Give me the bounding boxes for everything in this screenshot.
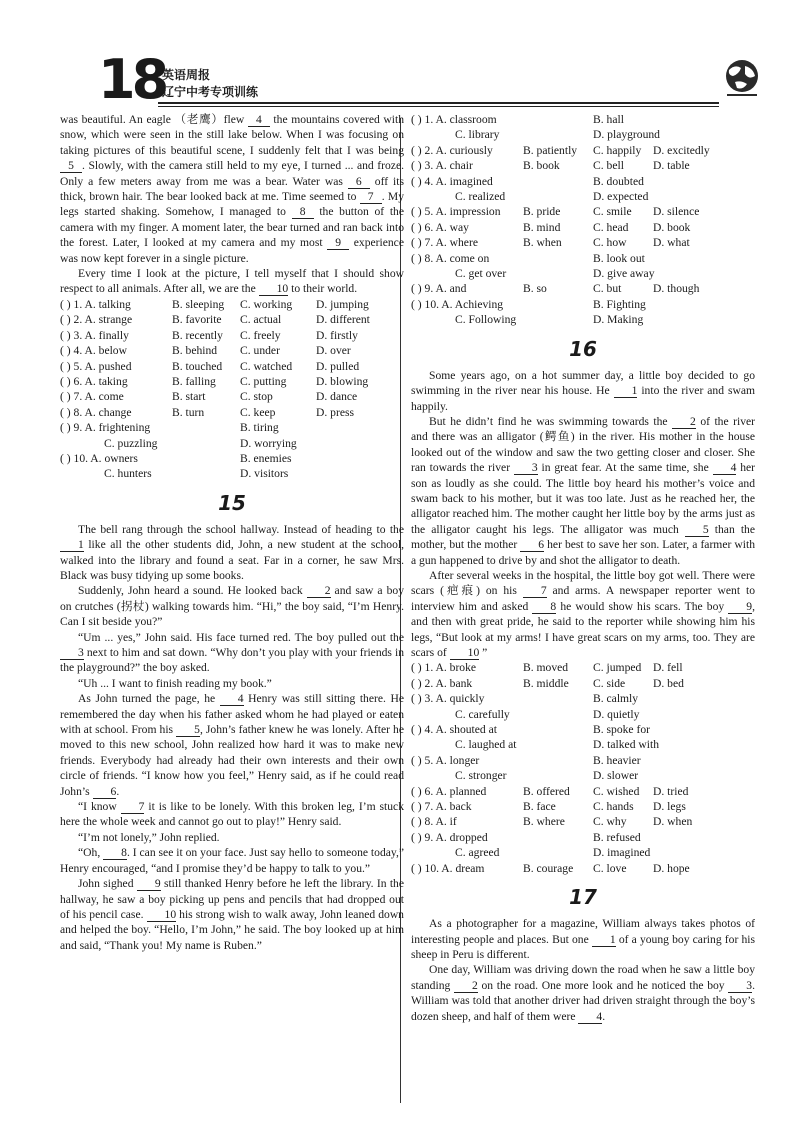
answer-option: D. book bbox=[653, 220, 691, 234]
answer-option: B. middle bbox=[523, 676, 569, 690]
question-number bbox=[411, 737, 455, 752]
answer-option: D. worrying bbox=[240, 436, 297, 450]
blank-number: 1 bbox=[60, 539, 84, 552]
question-number: ( ) 6. A. planned bbox=[411, 784, 487, 798]
answer-option: C. realized bbox=[455, 190, 506, 204]
section-title-17: 17 bbox=[569, 885, 597, 910]
question-number: ( ) 2. A. curiously bbox=[411, 143, 493, 157]
passage-text: it is like to be lonely. With this broken leg, I’m stuck here the whole week and cannot go out to play!” Henry said. bbox=[60, 800, 404, 829]
passage-text: off its thick, brown hair. The bear looked back at me. Time seemed to bbox=[60, 174, 404, 204]
blank-number: 10 bbox=[450, 647, 480, 660]
passage-text: Every time I look at the picture, I tell myself that I should show respect to all animals. After all, we are the bbox=[60, 267, 404, 296]
answer-option: B. offered bbox=[523, 784, 570, 798]
left-column bbox=[60, 112, 404, 953]
paragraph bbox=[60, 691, 404, 799]
passage-text: John sighed bbox=[78, 877, 137, 891]
answer-option: B. start bbox=[172, 390, 206, 404]
passage-text: in great fear. At the same time, she bbox=[537, 461, 713, 475]
passage-text: like all the other students did, John, a new student at the school, walked into the library and found a seat. Far in a corner, he saw Mrs. Black was busy tidying up some books. bbox=[60, 538, 404, 582]
section-title-16: 16 bbox=[569, 336, 597, 361]
answer-option: C. happily bbox=[593, 143, 642, 157]
blank-number: 9 bbox=[728, 601, 752, 614]
passage-15-options bbox=[411, 112, 755, 328]
question-number bbox=[411, 845, 455, 860]
answer-option: D. table bbox=[653, 159, 690, 173]
passage-14-paragraph bbox=[60, 112, 404, 266]
question-number: ( ) 3. A. chair bbox=[411, 159, 473, 173]
answer-option: C. but bbox=[593, 282, 622, 296]
blank-number: 4 bbox=[578, 1011, 602, 1024]
blank-number: 1 bbox=[592, 934, 616, 947]
passage-text: into the river and swam happily. bbox=[411, 384, 755, 413]
answer-option: B. heavier bbox=[593, 753, 641, 767]
passage-text: “I’m not lonely,” John replied. bbox=[78, 830, 220, 844]
answer-option: B. hall bbox=[593, 113, 624, 126]
passage-text: , John’s father knew he was lonely. After he moved to this new school, John realized how hard it was to make new friends. Everybody had already had their own interests and their own circle of friends. “I know how you feel,” Henry said, as if he could read John’s bbox=[60, 723, 404, 798]
answer-option: B. book bbox=[523, 159, 560, 173]
question-number: ( ) 9. A. dropped bbox=[411, 830, 488, 844]
paragraph bbox=[411, 916, 755, 962]
passage-text: , and then with great pride, he said to the reporter while showing him his legs, “But look at my arms! I have great scars on my arms, too. They are scars of bbox=[411, 599, 755, 659]
question-number bbox=[411, 312, 455, 327]
answer-option: D. imagined bbox=[593, 846, 651, 860]
answer-option: D. over bbox=[316, 344, 351, 358]
question-number: ( ) 6. A. way bbox=[411, 220, 469, 234]
question-number bbox=[411, 266, 455, 281]
blank-number: 6 bbox=[93, 786, 117, 799]
answer-option: B. falling bbox=[172, 374, 216, 388]
answer-option: C. side bbox=[593, 676, 626, 690]
answer-option: C. how bbox=[593, 236, 627, 250]
answer-option: D. talked with bbox=[593, 738, 660, 752]
answer-option: C. under bbox=[240, 344, 280, 358]
answer-option: D. excitedly bbox=[653, 143, 710, 157]
answer-option: B. sleeping bbox=[172, 297, 225, 311]
answer-option: C. bell bbox=[593, 159, 624, 173]
passage-15 bbox=[60, 522, 404, 953]
answer-option: B. spoke for bbox=[593, 723, 650, 737]
answer-option: C. working bbox=[240, 297, 293, 311]
passage-text: But he didn’t find he was swimming towards the bbox=[429, 414, 673, 428]
answer-option: C. hunters bbox=[104, 467, 152, 481]
passage-text: Henry was still sitting there. He remembered the day when his father asked whom he had played or eaten with at school. From his bbox=[60, 692, 405, 737]
header-rule-thin bbox=[158, 106, 719, 107]
answer-option: C. puzzling bbox=[104, 436, 158, 450]
passage-text: his strong wish to walk away, John leaned down and helped the boy. “Hello, I’m John,” he said. The boy looked up at him and said, “Thank you! My name is Ruben.” bbox=[60, 907, 404, 952]
passage-text: As John turned the page, he bbox=[78, 692, 220, 706]
paragraph bbox=[60, 522, 404, 584]
answer-option: D. silence bbox=[653, 205, 700, 219]
passage-text: The bell rang through the school hallway. Instead of heading to the bbox=[78, 522, 404, 536]
answer-option: C. keep bbox=[240, 405, 276, 419]
answer-option: D. legs bbox=[653, 800, 686, 814]
passage-text: “Oh, bbox=[78, 846, 104, 860]
question-number: ( ) 2. A. strange bbox=[60, 313, 133, 327]
passage-text: of the river and there was an alligator (鳄鱼) in the river. His mother in the house looked out of the window and saw the two getting closer and closer. She ran towards the river bbox=[411, 414, 755, 475]
question-number: ( ) 7. A. back bbox=[411, 800, 472, 814]
answer-option: C. jumped bbox=[593, 661, 642, 675]
passage-text: One day, William was driving down the road when he saw a little boy standing bbox=[411, 963, 755, 992]
passage-text: . My legs started shaking. Somehow, I managed to bbox=[60, 190, 404, 219]
passage-17 bbox=[411, 916, 755, 1024]
blank-number: 7 bbox=[523, 585, 547, 598]
blank-number: 2 bbox=[454, 980, 478, 993]
answer-option: D. quietly bbox=[593, 707, 640, 721]
answer-option: B. calmly bbox=[593, 692, 639, 706]
answer-option: B. courage bbox=[523, 861, 574, 875]
paragraph bbox=[60, 583, 404, 629]
paragraph bbox=[411, 368, 755, 414]
answer-option: C. get over bbox=[455, 267, 507, 281]
answer-option: B. patiently bbox=[523, 143, 578, 157]
answer-option: B. refused bbox=[593, 830, 641, 844]
answer-option: B. so bbox=[523, 282, 547, 296]
answer-option: C. stop bbox=[240, 390, 273, 404]
blank-number: 9 bbox=[327, 237, 349, 250]
blank-number: 5 bbox=[176, 724, 200, 737]
passage-text: . Slowly, with the camera still held to my eye, I turned ... and froze. Only a few meters away from me was a bear. Water was bbox=[60, 159, 404, 188]
question-number: ( ) 4. A. shouted at bbox=[411, 723, 497, 737]
question-number: ( ) 8. A. change bbox=[60, 405, 132, 419]
passage-text: . William was told that another driver had driven straight through the boy’s dozen sheep, and half of them were bbox=[411, 978, 755, 1023]
paragraph bbox=[60, 845, 404, 876]
answer-option: D. Making bbox=[593, 313, 644, 327]
newspaper-brand: 英语周报 bbox=[162, 68, 211, 82]
blank-number: 4 bbox=[248, 114, 270, 127]
passage-16 bbox=[411, 368, 755, 661]
answer-option: B. where bbox=[523, 815, 565, 829]
globe-emblem-icon bbox=[719, 56, 765, 102]
question-number: ( ) 6. A. taking bbox=[60, 374, 128, 388]
question-number: ( ) 5. A. pushed bbox=[60, 359, 132, 373]
question-number: ( ) 1. A. broke bbox=[411, 661, 477, 675]
answer-option: C. head bbox=[593, 220, 629, 234]
answer-option: D. press bbox=[316, 405, 354, 419]
blank-number: 7 bbox=[360, 191, 382, 204]
question-number bbox=[411, 768, 455, 783]
answer-option: B. mind bbox=[523, 220, 561, 234]
answer-option: C. Following bbox=[455, 313, 517, 327]
answer-option: B. turn bbox=[172, 405, 205, 419]
passage-text: . I can see it on your face. Just say hello to someone today,” Henry encouraged, “and I promise they’d be happy to talk to you.” bbox=[60, 846, 404, 875]
passage-text: . bbox=[602, 1009, 606, 1023]
passage-text: “Um ... yes,” John said. His face turned red. The boy pulled out the bbox=[78, 630, 404, 644]
answer-option: B. touched bbox=[172, 359, 223, 373]
question-number: ( ) 10. A. dream bbox=[411, 861, 485, 875]
blank-number: 9 bbox=[137, 878, 161, 891]
question-number: ( ) 2. A. bank bbox=[411, 676, 473, 690]
question-number bbox=[411, 189, 455, 204]
answer-option: B. moved bbox=[523, 661, 569, 675]
answer-option: C. love bbox=[593, 861, 627, 875]
passage-text: was beautiful. An eagle （老鹰）flew bbox=[60, 113, 248, 126]
question-number: ( ) 9. A. frightening bbox=[60, 421, 151, 435]
blank-number: 10 bbox=[147, 909, 177, 922]
answer-option: B. when bbox=[523, 236, 562, 250]
answer-option: D. bed bbox=[653, 676, 684, 690]
answer-option: D. tried bbox=[653, 784, 689, 798]
question-number: ( ) 3. A. quickly bbox=[411, 692, 485, 706]
blank-number: 3 bbox=[514, 462, 538, 475]
blank-number: 2 bbox=[307, 585, 331, 598]
answer-option: B. pride bbox=[523, 205, 561, 219]
answer-option: B. doubted bbox=[593, 174, 644, 188]
answer-option: C. watched bbox=[240, 359, 293, 373]
question-number bbox=[411, 127, 455, 142]
paragraph bbox=[60, 676, 404, 691]
answer-option: D. expected bbox=[593, 190, 649, 204]
answer-option: D. when bbox=[653, 815, 693, 829]
question-number: ( ) 1. A. talking bbox=[60, 297, 131, 311]
blank-number: 8 bbox=[292, 206, 314, 219]
answer-option: D. blowing bbox=[316, 374, 369, 388]
question-number: ( ) 1. A. classroom bbox=[411, 113, 497, 126]
answer-option: B. Fighting bbox=[593, 297, 646, 311]
passage-text: “I know bbox=[78, 800, 121, 814]
passage-text: he would show his scars. The boy bbox=[556, 599, 729, 613]
answer-option: D. slower bbox=[593, 769, 639, 783]
passage-text: and saw a boy on crutches (拐杖) walking towards him. “Hi,” the boy said, “I’m Henry. Can I sit beside you?” bbox=[60, 584, 405, 629]
passage-text: than the mother, but the mother bbox=[411, 522, 756, 552]
blank-number: 2 bbox=[672, 416, 696, 429]
answer-option: D. jumping bbox=[316, 297, 369, 311]
paragraph bbox=[411, 414, 755, 568]
blank-number: 10 bbox=[259, 283, 289, 296]
answer-option: D. different bbox=[316, 313, 370, 327]
question-number: ( ) 10. A. Achieving bbox=[411, 297, 504, 311]
question-number bbox=[60, 436, 104, 451]
series-title: 辽宁中考专项训练 bbox=[162, 85, 259, 99]
section-title-15: 15 bbox=[218, 490, 246, 515]
answer-option: C. wished bbox=[593, 784, 640, 798]
passage-text: of a young boy caring for his sheep in Peru is different. bbox=[411, 932, 755, 961]
blank-number: 6 bbox=[520, 539, 544, 552]
answer-option: B. tiring bbox=[240, 421, 279, 435]
answer-option: D. playground bbox=[593, 128, 660, 142]
paragraph bbox=[60, 876, 404, 953]
answer-option: D. dance bbox=[316, 390, 358, 404]
passage-text: experience was now kept forever in a single picture. bbox=[60, 236, 404, 265]
blank-number: 4 bbox=[713, 462, 737, 475]
page-header bbox=[60, 50, 765, 112]
blank-number: 3 bbox=[60, 647, 84, 660]
answer-option: D. though bbox=[653, 282, 700, 296]
blank-number: 8 bbox=[103, 847, 127, 860]
passage-14-options bbox=[60, 297, 404, 482]
blank-number: 8 bbox=[532, 601, 556, 614]
question-number: ( ) 3. A. finally bbox=[60, 328, 129, 342]
passage-text: After several weeks in the hospital, the little boy got well. There were scars (疤痕) on his bbox=[411, 568, 755, 598]
answer-option: B. look out bbox=[593, 251, 645, 265]
passage-text: her best to save her son. Later, a farmer with a gun happened to drive by and shot the alligator to death. bbox=[411, 538, 755, 567]
answer-option: C. putting bbox=[240, 374, 287, 388]
answer-option: C. laughed at bbox=[455, 738, 517, 752]
blank-number: 5 bbox=[685, 524, 709, 537]
passage-text: . bbox=[116, 784, 120, 798]
question-number: ( ) 7. A. come bbox=[60, 390, 124, 404]
question-number bbox=[411, 707, 455, 722]
answer-option: C. actual bbox=[240, 313, 282, 327]
question-number: ( ) 5. A. longer bbox=[411, 753, 480, 767]
passage-text: As a photographer for a magazine, William always takes photos of interesting people and places. But one bbox=[411, 917, 755, 946]
passage-text: and arms. A newspaper reporter went to interview him and asked bbox=[411, 584, 755, 613]
question-number: ( ) 5. A. impression bbox=[411, 205, 501, 219]
passage-text: ” bbox=[479, 646, 488, 659]
passage-text: next to him and sat down. “Why don’t you play with your friends in the playground?” the boy asked. bbox=[60, 646, 404, 675]
passage-text: her son as loudly as she could. The little boy heard his mother’s voice and swam back to his mother, but it was too late. Just as he reached her, the alligator reached him. The mother caught her little boy by the arms just as the alligator caught his legs. The alligator was much bbox=[411, 461, 756, 536]
paragraph bbox=[411, 962, 755, 1024]
answer-option: D. what bbox=[653, 236, 690, 250]
header-rule bbox=[158, 102, 719, 104]
blank-number: 6 bbox=[348, 176, 370, 189]
question-number: ( ) 10. A. owners bbox=[60, 451, 138, 465]
answer-option: D. firstly bbox=[316, 328, 358, 342]
page-number: 18 bbox=[98, 48, 166, 111]
blank-number: 5 bbox=[60, 160, 82, 173]
answer-option: D. pulled bbox=[316, 359, 360, 373]
passage-text: to their world. bbox=[288, 282, 358, 296]
answer-option: D. hope bbox=[653, 861, 690, 875]
answer-option: B. favorite bbox=[172, 313, 222, 327]
question-number: ( ) 4. A. below bbox=[60, 344, 127, 358]
answer-option: D. give away bbox=[593, 267, 655, 281]
answer-option: C. carefully bbox=[455, 707, 510, 721]
answer-option: C. smile bbox=[593, 205, 632, 219]
question-number: ( ) 8. A. if bbox=[411, 815, 457, 829]
answer-option: C. library bbox=[455, 128, 500, 142]
question-number: ( ) 7. A. where bbox=[411, 236, 478, 250]
passage-text: Suddenly, John heard a sound. He looked back bbox=[78, 584, 307, 598]
blank-number: 7 bbox=[121, 801, 145, 814]
passage-14-paragraph bbox=[60, 266, 404, 297]
answer-option: B. behind bbox=[172, 344, 218, 358]
passage-text: the mountains covered with snow, which were seen in the still lake below. When I was focusing on taking pictures of this beautiful scene, I suddenly felt that I was being bbox=[60, 113, 404, 157]
answer-option: B. enemies bbox=[240, 451, 292, 465]
answer-option: D. fell bbox=[653, 661, 683, 675]
passage-text: Some years ago, on a hot summer day, a little boy decided to go swimming in the river near his house. He bbox=[411, 368, 755, 398]
passage-16-options bbox=[411, 660, 755, 876]
answer-option: C. freely bbox=[240, 328, 281, 342]
paragraph bbox=[411, 568, 755, 660]
paragraph bbox=[60, 799, 404, 830]
answer-option: B. recently bbox=[172, 328, 223, 342]
answer-option: C. why bbox=[593, 815, 627, 829]
answer-option: D. visitors bbox=[240, 467, 289, 481]
answer-option: B. face bbox=[523, 800, 556, 814]
question-number: ( ) 4. A. imagined bbox=[411, 174, 493, 188]
answer-option: C. hands bbox=[593, 800, 634, 814]
blank-number: 1 bbox=[614, 385, 638, 398]
blank-number: 3 bbox=[728, 980, 752, 993]
passage-text: on the road. One more look and he noticed the boy bbox=[477, 978, 729, 992]
answer-option: C. stronger bbox=[455, 769, 507, 783]
right-column bbox=[411, 112, 755, 1024]
question-number bbox=[60, 466, 104, 481]
question-number: ( ) 8. A. come on bbox=[411, 251, 490, 265]
answer-option: C. agreed bbox=[455, 846, 500, 860]
passage-text: “Uh ... I want to finish reading my book.” bbox=[78, 676, 272, 690]
blank-number: 4 bbox=[220, 693, 244, 706]
question-number: ( ) 9. A. and bbox=[411, 282, 467, 296]
paragraph bbox=[60, 630, 404, 676]
passage-text: still thanked Henry before he left the library. In the hallway, he saw a boy picking up pens and pencils that had dropped out of his pencil case. bbox=[60, 877, 404, 921]
paragraph bbox=[60, 830, 404, 845]
passage-text: the button of the camera with my finger. A moment later, the bear turned and ran back into the forest. Later, I looked at my camera and my most bbox=[60, 205, 404, 250]
